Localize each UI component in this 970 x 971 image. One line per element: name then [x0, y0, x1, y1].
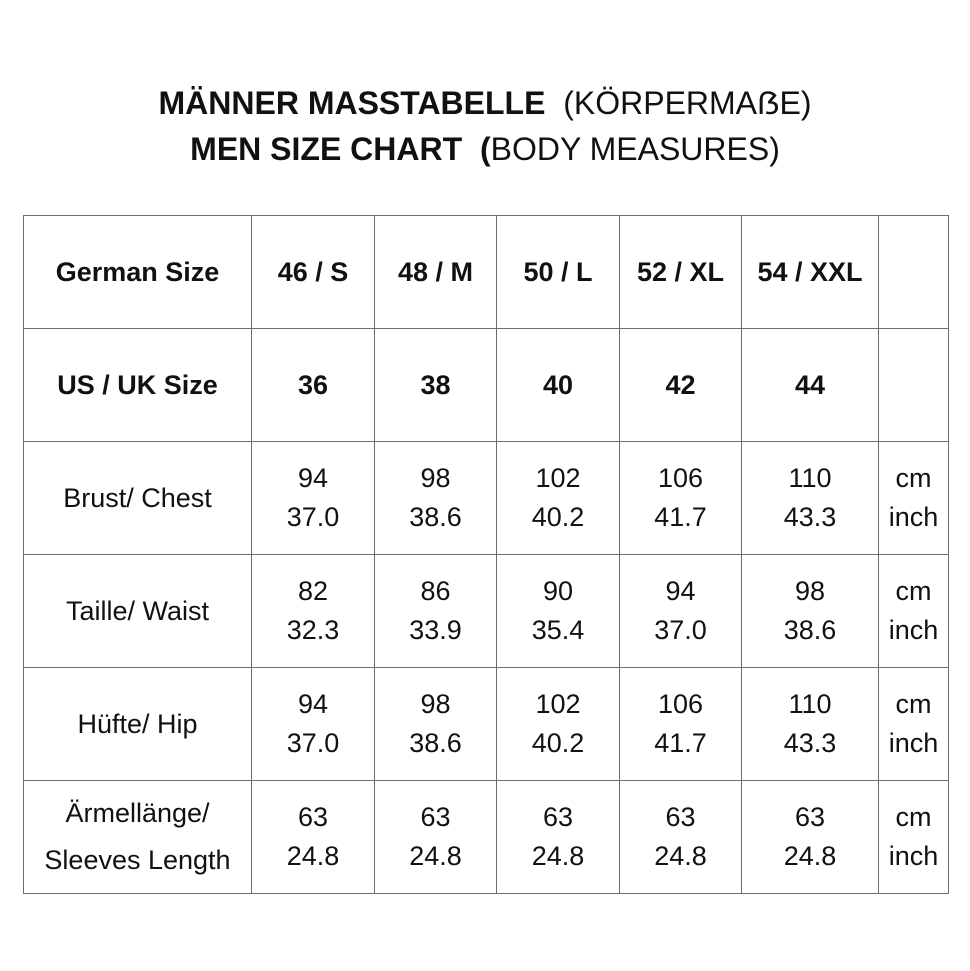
german-size-cell: 50 / L [497, 216, 620, 329]
title-english-light: BODY MEASURES) [490, 131, 780, 167]
us-uk-size-label: US / UK Size [24, 329, 252, 442]
value-inch: 38.6 [409, 502, 462, 532]
title-german-light: (KÖRPERMAẞE) [563, 85, 812, 121]
unit-cm: cm [895, 463, 932, 493]
table-row-sleeves [24, 781, 949, 894]
value-inch: 41.7 [654, 502, 707, 532]
measure-cell [497, 781, 620, 894]
title-line-german [0, 80, 970, 126]
measure-cell [375, 781, 497, 894]
value-inch: 43.3 [783, 502, 837, 532]
measure-cell [620, 555, 742, 668]
empty-unit-cell [879, 216, 949, 329]
unit-inch: inch [888, 841, 939, 871]
value-inch: 24.8 [783, 841, 837, 871]
german-size-cell: 46 / S [252, 216, 375, 329]
value-inch: 38.6 [783, 615, 837, 645]
row-label-waist: Taille/ Waist [24, 555, 252, 668]
measure-cell [497, 668, 620, 781]
value-inch: 24.8 [286, 841, 340, 871]
measure-cell [742, 781, 879, 894]
german-size-cell: 54 / XXL [742, 216, 879, 329]
value-cm: 63 [420, 802, 451, 832]
measure-cell [620, 781, 742, 894]
measure-cell [375, 555, 497, 668]
value-inch: 33.9 [409, 615, 462, 645]
value-inch: 40.2 [531, 728, 585, 758]
value-inch: 41.7 [654, 728, 707, 758]
table-row-waist [24, 555, 949, 668]
table-row-us-uk-size [24, 329, 949, 442]
table-row-german-size [24, 216, 949, 329]
us-uk-size-cell: 40 [497, 329, 620, 442]
unit-inch: inch [888, 502, 939, 532]
measure-cell [742, 555, 879, 668]
value-cm: 90 [542, 576, 574, 606]
value-cm: 63 [297, 802, 329, 832]
value-cm: 98 [794, 576, 826, 606]
measure-cell [620, 442, 742, 555]
german-size-cell: 48 / M [375, 216, 497, 329]
value-inch: 24.8 [531, 841, 585, 871]
value-inch: 24.8 [409, 841, 462, 871]
measure-cell [252, 555, 375, 668]
unit-cell [879, 781, 949, 894]
row-label-sleeves-line1: Ärmellänge/ [65, 798, 210, 828]
row-label-sleeves [24, 781, 252, 894]
value-cm: 106 [657, 463, 704, 493]
value-inch: 38.6 [409, 728, 462, 758]
measure-cell [375, 668, 497, 781]
size-table [23, 215, 949, 894]
unit-cm: cm [895, 802, 932, 832]
measure-cell [252, 442, 375, 555]
value-inch: 32.3 [286, 615, 340, 645]
measure-cell [252, 668, 375, 781]
unit-inch: inch [888, 615, 939, 645]
title-german-bold: MÄNNER MASSTABELLE [158, 85, 546, 121]
german-size-label: German Size [24, 216, 252, 329]
table-row-hip [24, 668, 949, 781]
row-label-sleeves-line2: Sleeves Length [44, 845, 231, 875]
value-cm: 102 [535, 689, 581, 719]
table-row-chest [24, 442, 949, 555]
measure-cell [375, 442, 497, 555]
value-cm: 98 [420, 463, 451, 493]
us-uk-size-cell: 36 [252, 329, 375, 442]
us-uk-size-cell: 38 [375, 329, 497, 442]
value-cm: 94 [297, 689, 329, 719]
title-english-paren: ( [479, 131, 491, 167]
measure-cell [742, 442, 879, 555]
value-cm: 86 [420, 576, 451, 606]
value-cm: 82 [297, 576, 329, 606]
value-inch: 37.0 [286, 502, 340, 532]
value-cm: 106 [657, 689, 704, 719]
measure-cell [497, 442, 620, 555]
unit-cm: cm [895, 576, 932, 606]
value-cm: 63 [794, 802, 826, 832]
page-title [0, 80, 970, 172]
value-cm: 102 [535, 463, 581, 493]
row-label-chest: Brust/ Chest [24, 442, 252, 555]
value-cm: 98 [420, 689, 451, 719]
unit-cm: cm [895, 689, 932, 719]
row-label-hip: Hüfte/ Hip [24, 668, 252, 781]
value-inch: 35.4 [531, 615, 585, 645]
value-cm: 94 [665, 576, 696, 606]
title-line-english [0, 126, 970, 172]
unit-cell [879, 442, 949, 555]
unit-cell [879, 668, 949, 781]
value-cm: 63 [542, 802, 574, 832]
value-inch: 24.8 [654, 841, 707, 871]
value-inch: 37.0 [286, 728, 340, 758]
us-uk-size-cell: 42 [620, 329, 742, 442]
value-cm: 110 [788, 463, 832, 493]
title-english-bold: MEN SIZE CHART [190, 131, 463, 167]
measure-cell [742, 668, 879, 781]
unit-inch: inch [888, 728, 939, 758]
measure-cell [620, 668, 742, 781]
value-cm: 94 [297, 463, 329, 493]
german-size-cell: 52 / XL [620, 216, 742, 329]
value-inch: 43.3 [783, 728, 837, 758]
empty-unit-cell [879, 329, 949, 442]
measure-cell [497, 555, 620, 668]
value-cm: 110 [788, 689, 832, 719]
us-uk-size-cell: 44 [742, 329, 879, 442]
measure-cell [252, 781, 375, 894]
value-inch: 37.0 [654, 615, 707, 645]
value-cm: 63 [665, 802, 696, 832]
unit-cell [879, 555, 949, 668]
value-inch: 40.2 [531, 502, 585, 532]
